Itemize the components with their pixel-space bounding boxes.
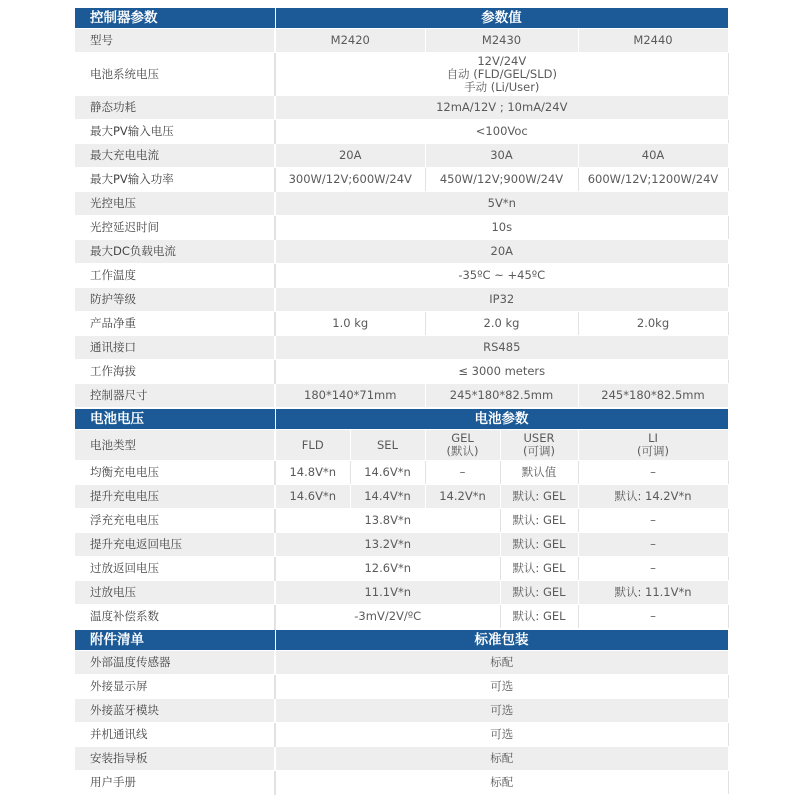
row-comm [75, 336, 728, 360]
row-max-charge-current [75, 144, 728, 168]
controller-header-value: 参数值 [275, 7, 728, 29]
row-protection [75, 288, 728, 312]
cell-value: 600W/12V;1200W/24V [578, 168, 728, 192]
row-label: 工作海拔 [75, 360, 275, 384]
cell-user: 默认值 [500, 461, 578, 485]
accessory-row [75, 651, 728, 675]
row-label: 最大DC负载电流 [75, 240, 275, 264]
cell-value: 300W/12V;600W/24V [275, 168, 425, 192]
row-boost [75, 485, 728, 509]
row-label: 最大PV输入功率 [75, 168, 275, 192]
controller-header-param: 控制器参数 [75, 7, 275, 29]
cell-value: 10s [275, 216, 728, 240]
li-line2: (可调) [637, 444, 669, 458]
row-label: 防护等级 [75, 288, 275, 312]
cell-value: 40A [578, 144, 728, 168]
cell-value: RS485 [275, 336, 728, 360]
user-line2: (可调) [523, 444, 555, 458]
accessory-value: 可选 [275, 723, 728, 747]
row-battery-voltage [75, 53, 728, 96]
row-light-delay [75, 216, 728, 240]
cell-li [578, 430, 728, 461]
row-label: 光控电压 [75, 192, 275, 216]
row-boost-return [75, 533, 728, 557]
cell-user: 默认: GEL [500, 581, 578, 605]
accessory-label: 并机通讯线 [75, 723, 275, 747]
row-max-pv-voltage [75, 120, 728, 144]
row-net-weight [75, 312, 728, 336]
accessory-value: 标配 [275, 747, 728, 771]
cell-value: 2.0kg [578, 312, 728, 336]
battery-voltage-line2: 自动 (FLD/GEL/SLD) [446, 66, 557, 81]
row-float [75, 509, 728, 533]
cell-battery-voltage [275, 53, 728, 96]
row-altitude [75, 360, 728, 384]
cell-gel [425, 430, 500, 461]
row-size [75, 384, 728, 409]
accessory-label: 用户手册 [75, 771, 275, 795]
row-over-discharge-return [75, 557, 728, 581]
cell-value: 2.0 kg [425, 312, 578, 336]
row-label: 静态功耗 [75, 96, 275, 120]
cell-li: – [578, 557, 728, 581]
cell-value: ≤ 3000 meters [275, 360, 728, 384]
accessory-value: 标配 [275, 651, 728, 675]
cell-value: <100Voc [275, 120, 728, 144]
row-over-discharge [75, 581, 728, 605]
cell-li: – [578, 461, 728, 485]
cell-value: 12mA/12V ; 10mA/24V [275, 96, 728, 120]
accessory-value: 可选 [275, 675, 728, 699]
accessory-row [75, 771, 728, 795]
battery-header-param: 电池电压 [75, 408, 275, 430]
user-line1: USER [523, 431, 555, 445]
cell-user: 默认: GEL [500, 557, 578, 581]
cell-m2440: M2440 [578, 29, 728, 53]
cell-sel: 14.6V*n [350, 461, 425, 485]
accessories-header-param: 附件清单 [75, 629, 275, 651]
row-light-voltage [75, 192, 728, 216]
row-battery-type [75, 430, 728, 461]
gel-line2: (默认) [446, 444, 479, 458]
li-line1: LI [648, 431, 658, 445]
cell-user [500, 430, 578, 461]
cell-value: 20A [275, 240, 728, 264]
row-label: 产品净重 [75, 312, 275, 336]
gel-line1: GEL [451, 431, 474, 445]
cell-common: 13.8V*n [275, 509, 500, 533]
accessory-value: 可选 [275, 699, 728, 723]
cell-gel: – [425, 461, 500, 485]
accessory-row [75, 699, 728, 723]
cell-fld: 14.8V*n [275, 461, 350, 485]
spec-table [75, 6, 729, 795]
accessories-header-row [75, 629, 728, 651]
cell-fld: 14.6V*n [275, 485, 350, 509]
row-label: 温度补偿系数 [75, 605, 275, 630]
cell-li: 默认: 11.1V*n [578, 581, 728, 605]
row-temp-comp [75, 605, 728, 630]
accessory-row [75, 747, 728, 771]
row-label: 电池类型 [75, 430, 275, 461]
row-label: 提升充电返回电压 [75, 533, 275, 557]
row-label: 最大充电电流 [75, 144, 275, 168]
cell-value: IP32 [275, 288, 728, 312]
row-label: 最大PV输入电压 [75, 120, 275, 144]
accessory-row [75, 723, 728, 747]
cell-user: 默认: GEL [500, 485, 578, 509]
cell-li: – [578, 509, 728, 533]
row-label: 控制器尺寸 [75, 384, 275, 409]
cell-m2420: M2420 [275, 29, 425, 53]
cell-value: 30A [425, 144, 578, 168]
row-max-dc-load [75, 240, 728, 264]
row-label: 型号 [75, 29, 275, 53]
row-label: 工作温度 [75, 264, 275, 288]
row-model [75, 29, 728, 53]
row-label: 电池系统电压 [75, 53, 275, 96]
row-label: 浮充充电电压 [75, 509, 275, 533]
cell-value: -35ºC ~ +45ºC [275, 264, 728, 288]
row-label: 过放返回电压 [75, 557, 275, 581]
cell-common: -3mV/2V/ºC [275, 605, 500, 630]
cell-user: 默认: GEL [500, 509, 578, 533]
cell-common: 13.2V*n [275, 533, 500, 557]
battery-header-row [75, 408, 728, 430]
cell-sel: 14.4V*n [350, 485, 425, 509]
cell-value: 245*180*82.5mm [425, 384, 578, 409]
accessory-label: 外部温度传感器 [75, 651, 275, 675]
cell-sel: SEL [350, 430, 425, 461]
cell-value: 245*180*82.5mm [578, 384, 728, 409]
row-label: 过放电压 [75, 581, 275, 605]
row-static-power [75, 96, 728, 120]
cell-li: – [578, 605, 728, 630]
battery-header-value: 电池参数 [275, 408, 728, 430]
accessory-value: 标配 [275, 771, 728, 795]
cell-gel: 14.2V*n [425, 485, 500, 509]
cell-value: 450W/12V;900W/24V [425, 168, 578, 192]
cell-value: 1.0 kg [275, 312, 425, 336]
accessory-row [75, 675, 728, 699]
accessories-header-value: 标准包装 [275, 629, 728, 651]
cell-m2430: M2430 [425, 29, 578, 53]
row-label: 通讯接口 [75, 336, 275, 360]
row-work-temp [75, 264, 728, 288]
cell-li: – [578, 533, 728, 557]
row-label: 光控延迟时间 [75, 216, 275, 240]
cell-value: 180*140*71mm [275, 384, 425, 409]
accessory-label: 外接显示屏 [75, 675, 275, 699]
battery-voltage-line1: 12V/24V [477, 53, 527, 68]
row-equalize [75, 461, 728, 485]
cell-value: 5V*n [275, 192, 728, 216]
cell-common: 12.6V*n [275, 557, 500, 581]
accessory-label: 安装指导板 [75, 747, 275, 771]
spec-sheet [75, 6, 728, 795]
accessory-label: 外接蓝牙模块 [75, 699, 275, 723]
row-label: 均衡充电电压 [75, 461, 275, 485]
row-max-pv-power [75, 168, 728, 192]
row-label: 提升充电电压 [75, 485, 275, 509]
cell-li: 默认: 14.2V*n [578, 485, 728, 509]
cell-user: 默认: GEL [500, 605, 578, 630]
cell-value: 20A [275, 144, 425, 168]
cell-user: 默认: GEL [500, 533, 578, 557]
controller-header-row [75, 7, 728, 29]
cell-fld: FLD [275, 430, 350, 461]
battery-voltage-line3: 手动 (Li/User) [464, 79, 540, 94]
cell-common: 11.1V*n [275, 581, 500, 605]
